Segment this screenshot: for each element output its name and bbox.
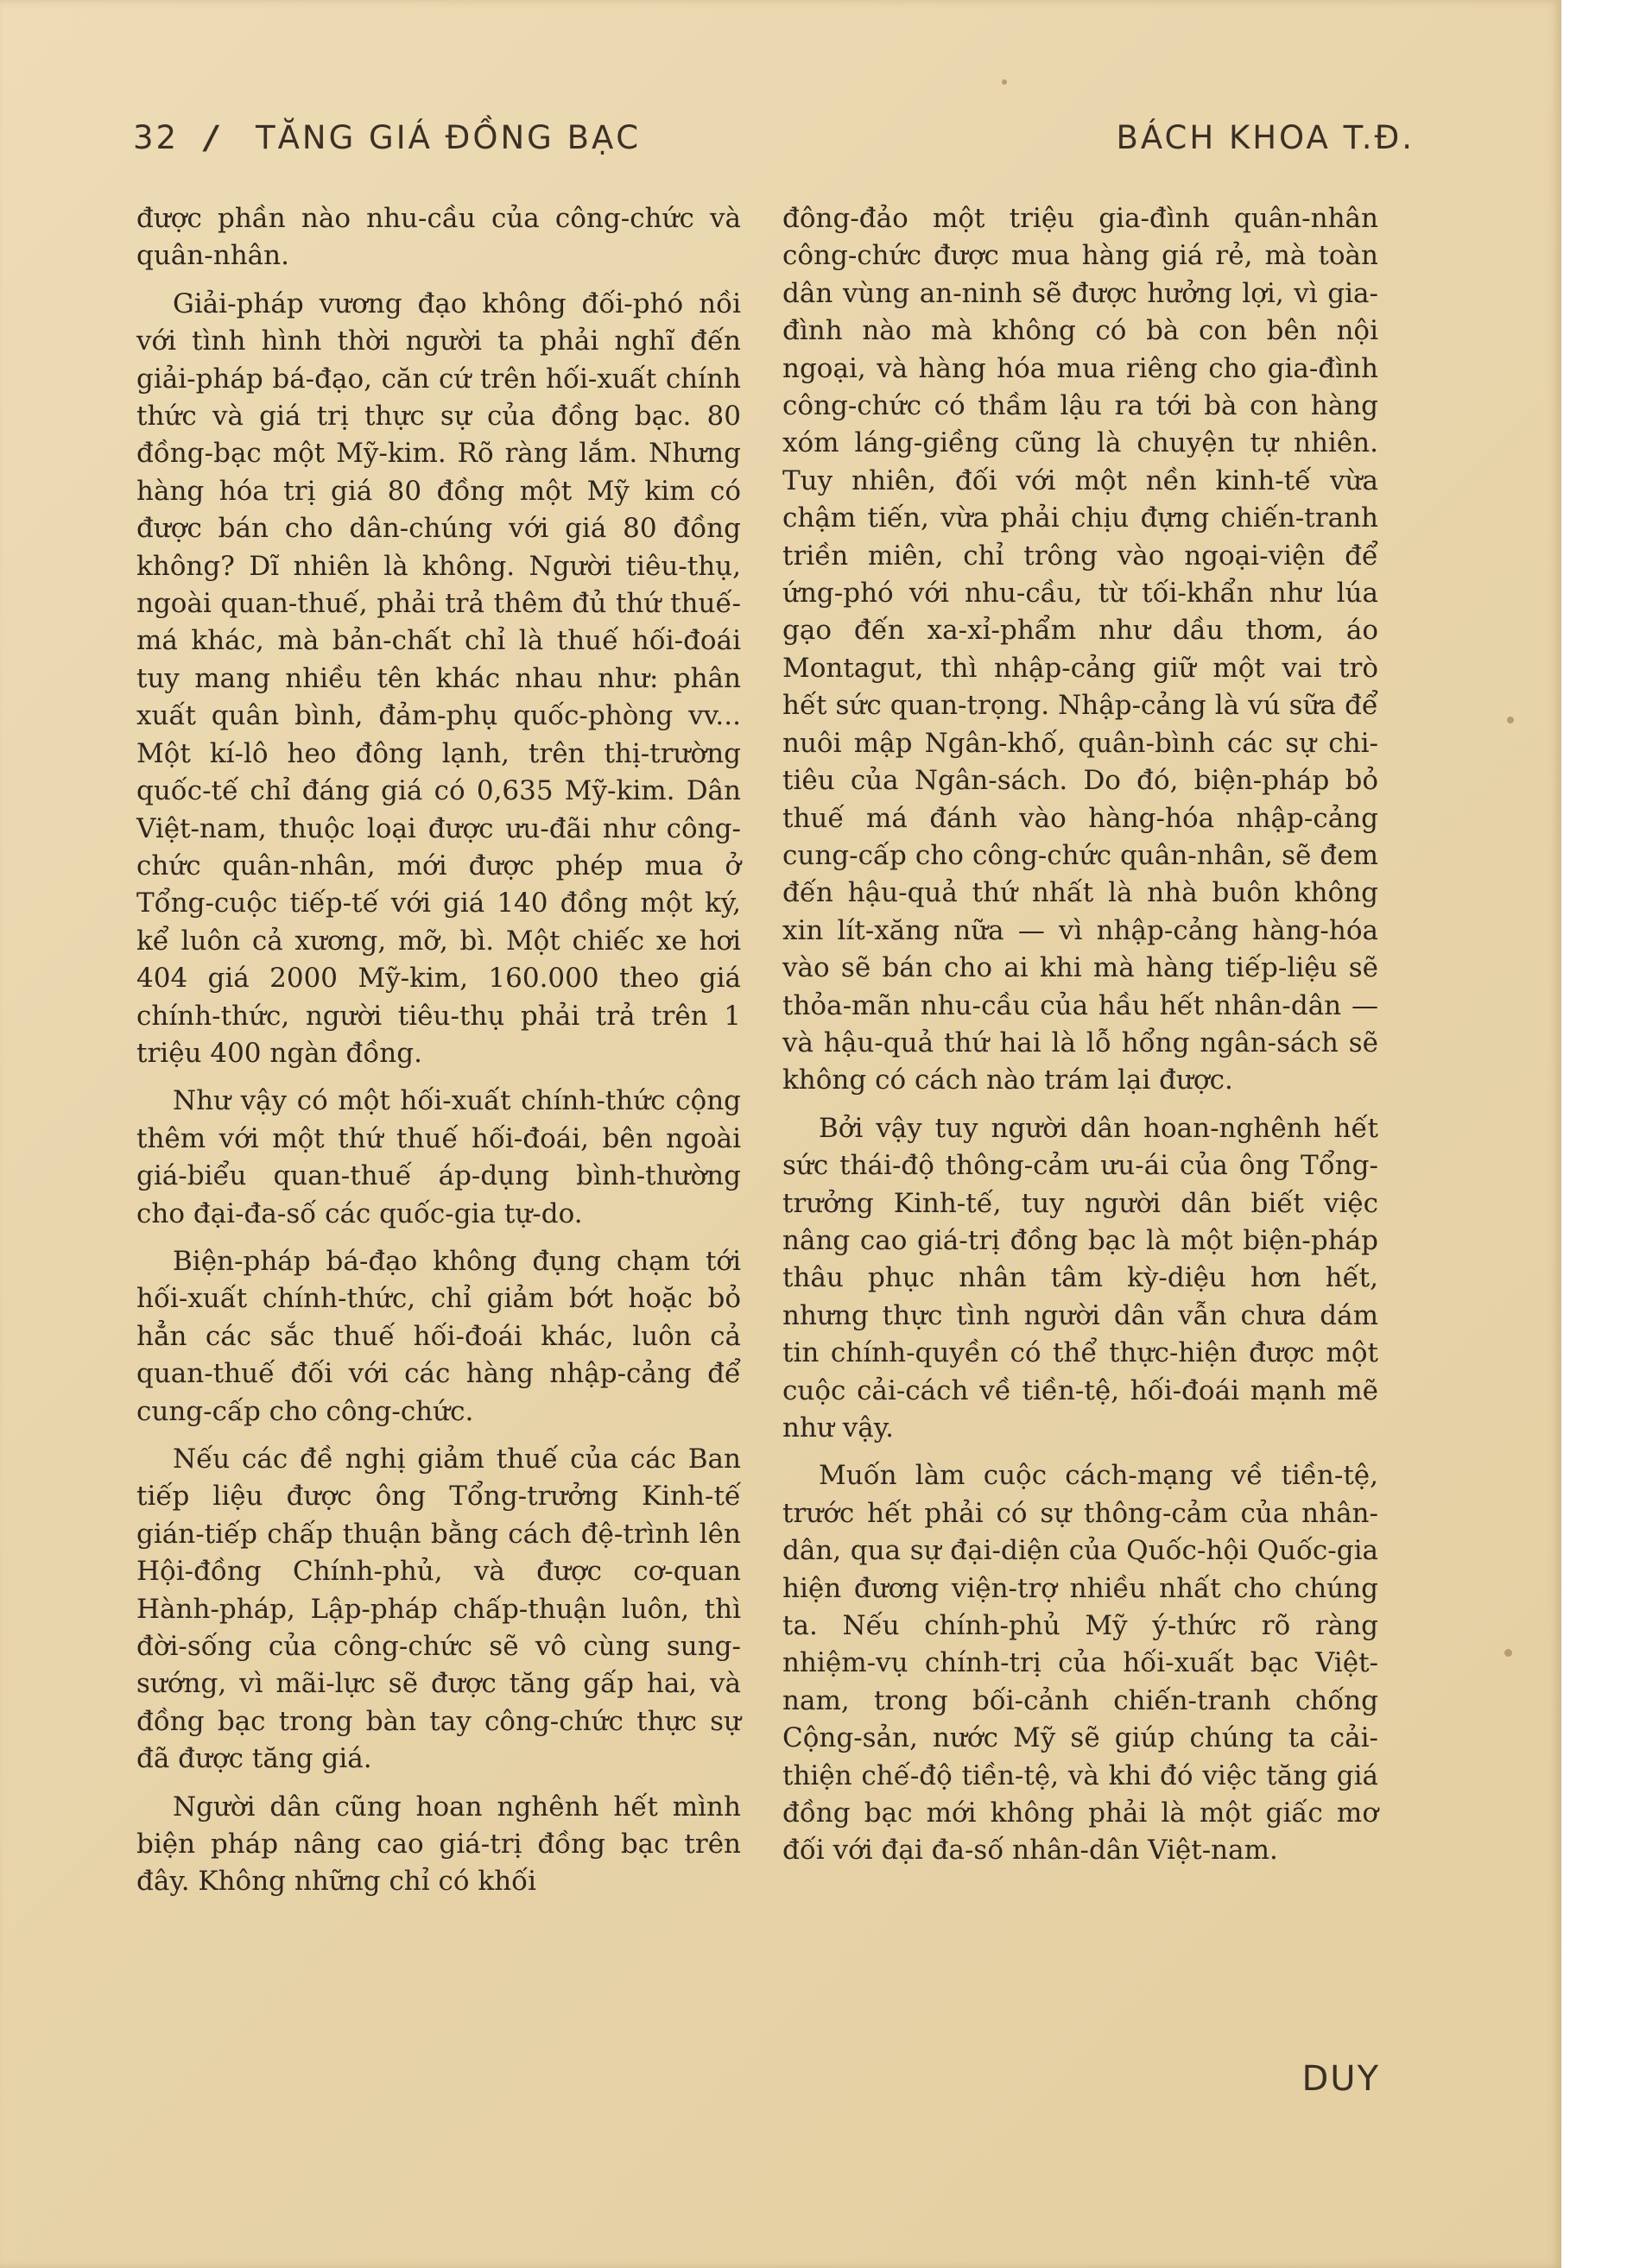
publication-name: BÁCH KHOA T.Đ. [1116,119,1415,156]
paragraph: Bởi vậy tuy người dân hoan-nghênh hết sức thái-độ thông-cảm ưu-ái của ông Tổng-trưởng Kinh-tế, tuy người dân biết việc nâng cao giá-trị đồng bạc là một biện-pháp thâu phục nhân tâm kỳ-diệu hơn hết, nhưng thực tình người dân vẫn chưa dám tin chính-quyền có thể thực-hiện được một cuộc cải-cách về tiền-tệ, hối-đoái mạnh mẽ như vậy. [782,1112,1378,1444]
left-column [136,200,741,1911]
paper-stain [1507,717,1514,723]
paragraph: đông-đảo một triệu gia-đình quân-nhân công-chức được mua hàng giá rẻ, mà toàn dân vùng an-ninh sẽ được hưởng lợi, vì gia-đình nào mà không có bà con bên nội ngoại, và hàng hóa mua riêng cho gia-đình công-chức có thầm lậu ra tới bà con hàng xóm láng-giềng cũng là chuyện tự nhiên. Tuy nhiên, đối với một nền kinh-tế vừa chậm tiến, vừa phải chịu đựng chiến-tranh triền miên, chỉ trông vào ngoại-viện để ứng-phó với nhu-cầu, từ tối-khẩn như lúa gạo đến xa-xỉ-phẩm như dầu thơm, áo Montagut, thì nhập-cảng giữ một vai trò hết sức quan-trọng. Nhập-cảng là vú sữa để nuôi mập Ngân-khố, quân-bình các sự chi-tiêu của Ngân-sách. Do đó, biện-pháp bỏ thuế má đánh vào hàng-hóa nhập-cảng cung-cấp cho công-chức quân-nhân, sẽ đem đến hậu-quả thứ nhất là nhà buôn không xin lít-xăng nữa — vì nhập-cảng hàng-hóa vào sẽ bán cho ai khi mà hàng tiếp-liệu sẽ thỏa-mãn nhu-cầu của hầu hết nhân-dân — và hậu-quả thứ hai là lỗ hổng ngân-sách sẽ không có cách nào trám lại được. [782,203,1378,1096]
author-signature: DUY [1301,2059,1380,2099]
header-separator: / [206,119,220,156]
page-number: 32 [133,119,180,156]
paragraph: được phần nào nhu-cầu của công-chức và quân-nhân. [136,203,741,272]
paragraph: Giải-pháp vương đạo không đối-phó nồi với tình hình thời người ta phải nghĩ đến giải-pháp bá-đạo, căn cứ trên hối-xuất chính thức và giá trị thực sự của đồng bạc. 80 đồng-bạc một Mỹ-kim. Rõ ràng lắm. Nhưng hàng hóa trị giá 80 đồng một Mỹ kim có được bán cho dân-chúng với giá 80 đồng không? Dĩ nhiên là không. Người tiêu-thụ, ngoài quan-thuế, phải trả thêm đủ thứ thuế-má khác, mà bản-chất chỉ là thuế hối-đoái tuy mang nhiều tên khác nhau như: phân xuất quân bình, đảm-phụ quốc-phòng vv... Một kí-lô heo đông lạnh, trên thị-trường quốc-tế chỉ đáng giá có 0,635 Mỹ-kim. Dân Việt-nam, thuộc loại được ưu-đãi như công-chức quân-nhân, mới được phép mua ở Tổng-cuộc tiếp-tế với giá 140 đồng một ký, kể luôn cả xương, mỡ, bì. Một chiếc xe hơi 404 giá 2000 Mỹ-kim, 160.000 theo giá chính-thức, người tiêu-thụ phải trả trên 1 triệu 400 ngàn đồng. [136,287,741,1069]
paragraph: Người dân cũng hoan nghênh hết mình biện pháp nâng cao giá-trị đồng bạc trên đây. Không những chỉ có khối [136,1791,741,1898]
page-header [130,119,1415,171]
paragraph: Biện-pháp bá-đạo không đụng chạm tới hối-xuất chính-thức, chỉ giảm bớt hoặc bỏ hẳn các sắc thuế hối-đoái khác, luôn cả quan-thuế đối với các hàng nhập-cảng để cung-cấp cho công-chức. [136,1245,741,1427]
article-title: TĂNG GIÁ ĐỒNG BẠC [256,119,642,156]
paragraph: Muốn làm cuộc cách-mạng về tiền-tệ, trước hết phải có sự thông-cảm của nhân-dân, qua sự đại-diện của Quốc-hội Quốc-gia hiện đương viện-trợ nhiều nhất cho chúng ta. Nếu chính-phủ Mỹ ý-thức rõ ràng nhiệm-vụ chính-trị của hối-xuất bạc Việt-nam, trong bối-cảnh chiến-tranh chống Cộng-sản, nước Mỹ sẽ giúp chúng ta cải-thiện chế-độ tiền-tệ, và khi đó việc tăng giá đồng bạc mới không phải là một giấc mơ đối với đại đa-số nhân-dân Việt-nam. [782,1460,1378,1867]
right-column [782,200,1378,1880]
paragraph: Nếu các đề nghị giảm thuế của các Ban tiếp liệu được ông Tổng-trưởng Kinh-tế gián-tiếp chấp thuận bằng cách đệ-trình lên Hội-đồng Chính-phủ, và được cơ-quan Hành-pháp, Lập-pháp chấp-thuận luôn, thì đời-sống của công-chức sẽ vô cùng sung-sướng, vì mãi-lực sẽ được tăng gấp hai, và đồng bạc trong bàn tay công-chức thực sự đã được tăng giá. [136,1444,741,1775]
paper-stain [1504,1649,1512,1657]
paragraph: Như vậy có một hối-xuất chính-thức cộng thêm với một thứ thuế hối-đoái, bên ngoài giá-biểu quan-thuế áp-dụng bình-thường cho đại-đa-số các quốc-gia tự-do. [136,1085,741,1229]
paper-stain [1002,79,1007,85]
